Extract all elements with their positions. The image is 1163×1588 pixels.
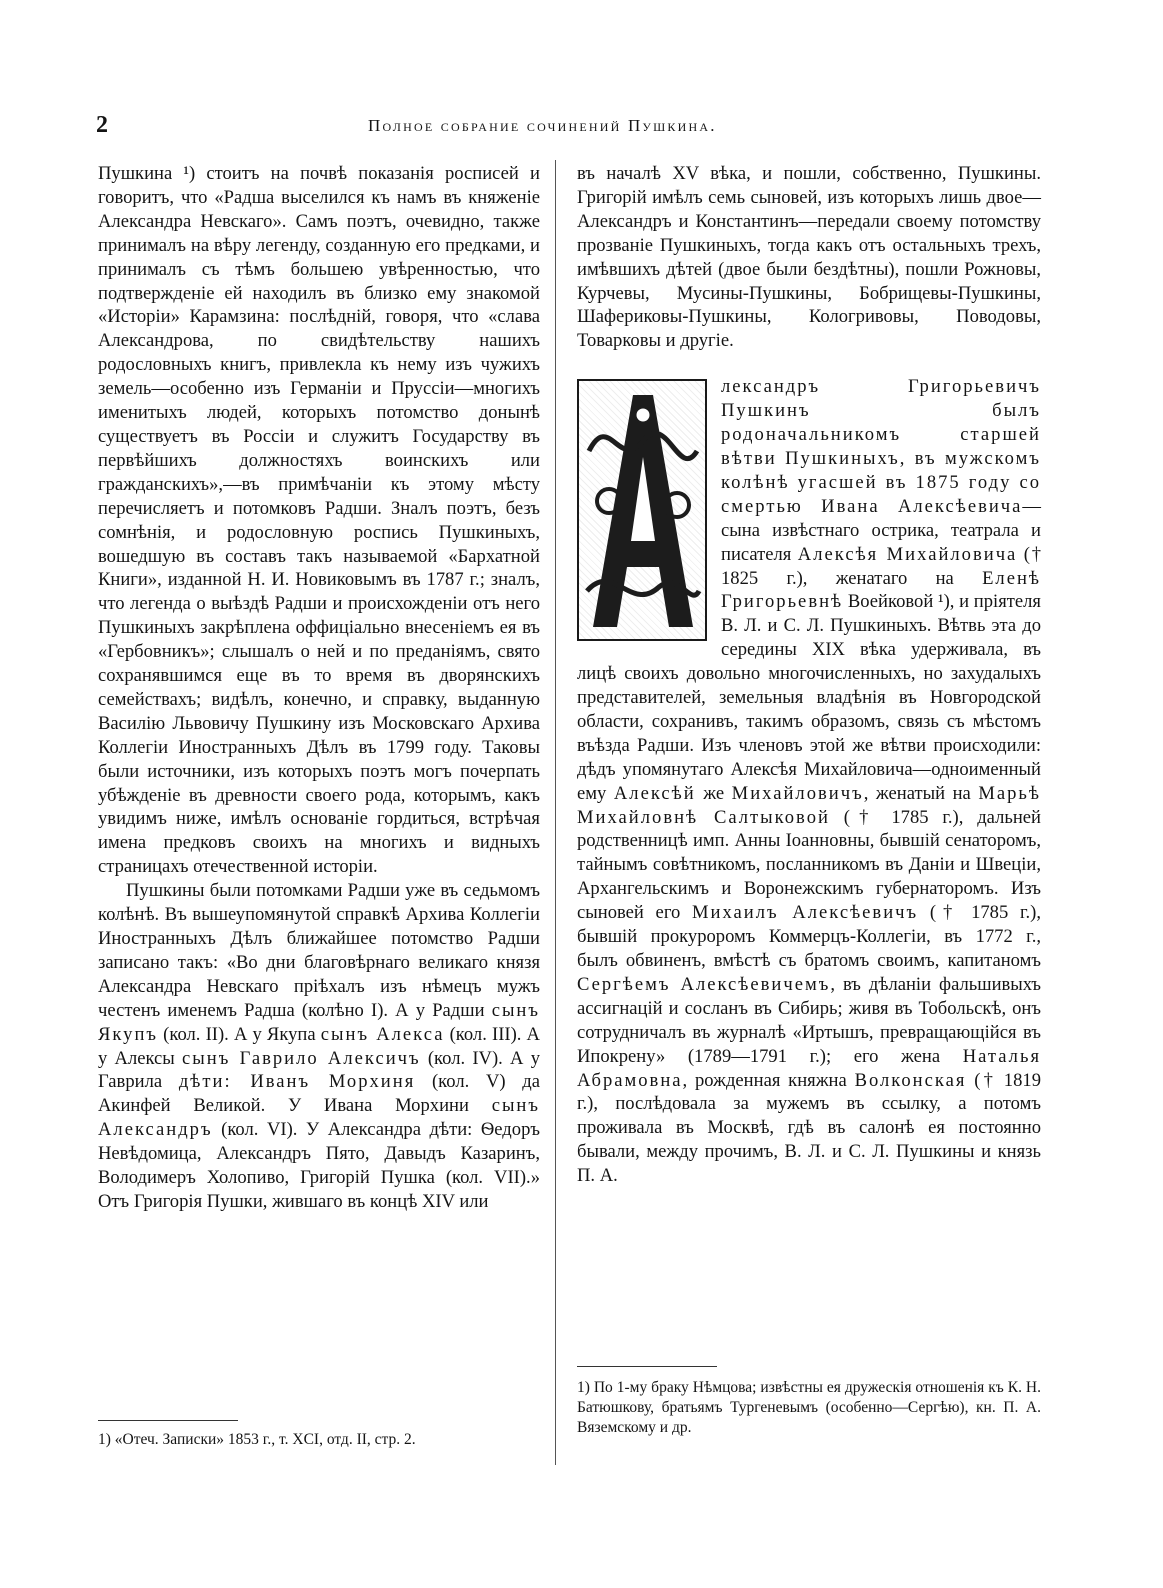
page-header (96, 112, 1060, 142)
spaced-name: Марьѣ Михайловнѣ Салтыковой (577, 782, 1041, 828)
footnote-rule-right (577, 1366, 717, 1367)
right-paragraph-2 (577, 375, 1041, 1188)
text-run: († 1785 г.), дальней родственницѣ имп. Анны Іоанновны, бывшій сенаторомъ, тайнымъ совѣтникомъ, посланникомъ въ Даніи и Швеціи, Архангельскимъ и Воронежскимъ губернаторомъ. Изъ сыновей его (577, 806, 1041, 924)
spaced-name: Наталья Абрамовна (577, 1045, 1041, 1091)
column-divider (555, 160, 556, 1465)
text-run: , въ дѣланіи фальшивыхъ ассигнацій и сосланъ въ Сибирь; живя въ Тобольскѣ, онъ сотрудничалъ въ журналѣ «Иртышъ, превращающійся въ Ипокрену» (1789—1791 г.); его жена (577, 973, 1041, 1067)
text-run: же (695, 782, 732, 804)
text-run: Пушкины были потомками Радши уже въ седьмомъ колѣнѣ. Въ вышеупомянутой справкѣ Архива Коллегіи Иностранныхъ Дѣлъ ближайшее потомство Радши записано такъ: «Во дни благовѣрнаго великаго князя Александра Невскаго пріѣхалъ изъ нѣмецъ мужъ честенъ именемъ Радша (колѣно I). А у Радши (98, 880, 540, 1021)
text-run: (кол. III). А у Алексы (98, 1023, 540, 1069)
text-run: , женатый на (863, 782, 979, 804)
ornamental-initial-icon (577, 379, 707, 641)
footnote-rule-left (98, 1420, 238, 1421)
left-paragraph-1: Пушкина ¹) стоитъ на почвѣ показанія росписей и говоритъ, что «Радша выселился къ намъ въ княженіе Александра Невскаго». Самъ поэтъ, очевидно, также принималъ на вѣру легенду, созданную его предками, и принималъ съ тѣмъ большею увѣренностью, что подтвержденіе ей находилъ въ близко ему знакомой «Исторіи» Карамзина: послѣдній, говоря, что «слава Александрова, по свидѣтельству нашихъ родословныхъ книгъ, привлекла къ нему изъ чужихъ земель—особенно изъ Германіи и Пруссіи—многихъ именитыхъ людей, которыхъ потомство донынѣ существуетъ въ Россіи и служитъ Государству въ первѣйшихъ должностяхъ воинскихъ или гражданскихъ»,—въ примѣчаніи къ этому мѣсту перечисляетъ и потомковъ Радши. Зналъ поэтъ, безъ сомнѣнія, и родословную роспись Пушкиныхъ, вошедшую въ составъ такъ называемой «Бархатной Книги», изданной Н. И. Новиковымъ въ 1787 г.; зналъ, что легенда о выѣздѣ Радши и происхожденіи отъ него Пушкиныхъ закрѣплена оффиціально внесеніемъ ея въ «Гербовникъ»; слышалъ о ней и по преданіямъ, свято сохранявшимся еще въ то время въ дворянскихъ семействахъ; видѣлъ, конечно, и справку, выданную Василію Львовичу Пушкину изъ Московскаго Архива Коллегіи Иностранныхъ Дѣлъ въ 1799 году. Таковы были источники, изъ которыхъ поэтъ могъ почерпать убѣжденіе въ древности своего рода, которымъ, какъ увидимъ ниже, имѣлъ основаніе гордиться, встрѣчая имена предковъ своихъ на многихъ и видныхъ страницахъ отечественной исторіи. (98, 163, 540, 878)
text-run: († 1785 г.), бывшій прокуроромъ Коммерцъ-Коллегіи, въ 1772 г., былъ обвиненъ, вмѣстѣ съ братомъ своимъ, капитаномъ (577, 902, 1041, 971)
spaced-name: дѣти: Иванъ Морхиня (178, 1071, 416, 1093)
ornamental-initial-art (579, 381, 705, 639)
text-run: , рожденная княжна (682, 1069, 855, 1091)
spaced-name: Волконская (854, 1069, 967, 1091)
spaced-name: сынъ Алекса (320, 1023, 445, 1045)
spaced-name: Михаилъ Алексѣевичъ (691, 902, 919, 924)
text-run: лександръ Григорьевичъ Пушкинъ былъ родоначальникомъ старшей вѣтви Пушкиныхъ, въ мужскомъ колѣнѣ угасшей въ 1875 году со смертью Ивана (721, 376, 1041, 517)
text-run: († 1825 г.), женатаго на (721, 543, 1042, 589)
text-run: (кол. VI). У Александра (212, 1119, 430, 1141)
text-run: дѣти: Ѳедоръ Невѣдомица, Александръ Пято, Давыдъ Казаринъ, Володимеръ Холопиво, Григорій Пушка (98, 1119, 540, 1189)
left-column (98, 162, 540, 1214)
running-title: Полное собрание сочинений Пушкина. (368, 116, 717, 135)
text-run: († 1819 г.), послѣдовала за мужемъ въ ссылку, а потомъ проживала въ Москвѣ, гдѣ въ салонѣ ея постоянно бывали, между прочимъ, В. Л. и С. Л. Пушкины и князь П. А. (577, 1069, 1041, 1187)
right-paragraph-1: въ началѣ XV вѣка, и пошли, собственно, Пушкины. Григорій имѣлъ семь сыновей, изъ которыхъ лишь двое—Александръ и Константинъ—передали своему потомству прозваніе Пушкиныхъ, тогда какъ отъ остальныхъ трехъ, имѣвшихъ дѣтей (двое были бездѣтны), пошли Рожновы, Курчевы, Мусины-Пушкины, Бобрищевы-Пушкины, Шафериковы-Пушкины, Кологривовы, Поводовы, Товарковы и другіе. (577, 163, 1041, 352)
text-run: Воейковой ¹), и пріятеля В. Л. и С. Л. Пушкиныхъ. Вѣтвь эта до середины XIX вѣка удерживала, въ лицѣ своихъ довольно многочисленныхъ, но захудалыхъ представителей, земельныя владѣнія въ Новгородской области, сохранивъ, такимъ образомъ, связь съ мѣстомъ въѣзда Радши. Изъ членовъ этой же вѣтви происходили: дѣдъ упомянутаго Алексѣя Михайловича—одноименный ему (577, 591, 1041, 804)
footnote-right: 1) По 1-му браку Нѣмцова; извѣстны ея дружескія отношенія къ К. Н. Батюшкову, братьямъ Тургеневымъ (особенно—Сергѣю), кн. П. А. Вяземскому и др. (577, 1379, 1041, 1436)
footnote-left: 1) «Отеч. Записки» 1853 г., т. XCI, отд. II, стр. 2. (98, 1431, 416, 1448)
spaced-name: Алексѣй (613, 782, 696, 804)
spaced-name: сынъ Якупъ (98, 999, 540, 1045)
left-paragraph-2 (98, 879, 540, 1214)
spaced-name: Михайловичъ (731, 782, 864, 804)
spaced-name: Алексѣевича (897, 495, 1023, 517)
text-run: (кол. II). А у Якупа (158, 1023, 321, 1045)
spaced-name: Сергѣемъ Алексѣевичемъ (577, 973, 831, 995)
right-column (577, 162, 1041, 1188)
spaced-name: Еленѣ Григорьевнѣ (721, 567, 1041, 613)
spaced-name: сынъ Гаврило Алексичъ (182, 1047, 421, 1069)
text-run: (кол. IV). А у Гаврила (98, 1047, 540, 1093)
text-run: (кол. V) да Акинфей Великой. У Ивана Морхини (98, 1071, 541, 1117)
text-run: —сына извѣстнаго острика, театрала и писателя (721, 495, 1041, 565)
page-number: 2 (96, 112, 108, 138)
text-run: (кол. VII).» Отъ Григорія Пушки, жившаго въ концѣ XIV или (98, 1167, 540, 1212)
spaced-name: Алексѣя Михайловича (797, 543, 1018, 565)
spaced-name: сынъ Александръ (98, 1095, 540, 1141)
